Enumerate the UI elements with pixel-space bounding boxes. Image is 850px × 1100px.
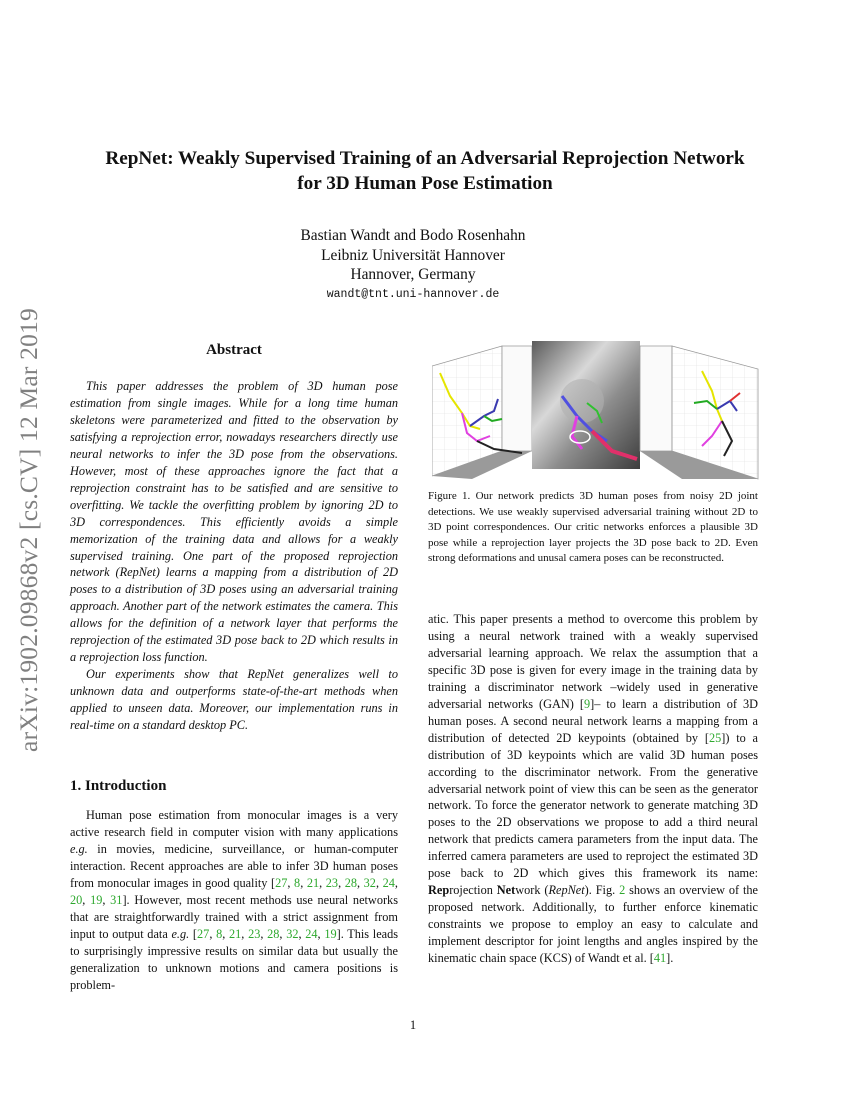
citation-link[interactable]: 28 <box>344 875 358 890</box>
citation-link[interactable]: 24 <box>382 875 395 890</box>
citation-link[interactable]: 8 <box>216 926 223 941</box>
location: Hannover, Germany <box>350 266 476 283</box>
input-photo <box>532 341 640 469</box>
citation-link[interactable]: 23 <box>248 926 261 941</box>
citation-link[interactable]: 27 <box>197 926 210 941</box>
citation-list: 27, 8, 21, 23, 28, 32, 24, 20, 19, 31 <box>70 875 398 907</box>
citation-link[interactable]: 8 <box>294 875 301 890</box>
citation-list: 27, 8, 21, 23, 28, 32, 24, 19 <box>197 926 337 941</box>
figure-link[interactable]: 2 <box>619 883 626 898</box>
affiliation: Leibniz Universität Hannover <box>321 247 505 264</box>
citation-link[interactable]: 27 <box>275 875 288 890</box>
section-heading-introduction: 1. Introduction <box>70 778 167 794</box>
citation-link[interactable]: 31 <box>110 892 123 907</box>
citation-link[interactable]: 24 <box>305 926 318 941</box>
email: wandt@tnt.uni-hannover.de <box>326 288 500 301</box>
citation-link[interactable]: 25 <box>708 730 722 745</box>
abstract-paragraph: This paper addresses the problem of 3D human pose estimation from single images. While for a long time human skeletons were parameterized and fitted to the observation by satisfying a reprojection error, nowadays researchers directly use neural networks to infer the 3D pose from the observations. However, most of these approaches ignore the fact that a reprojection constraint has to be satisfied and are sensitive to overfitting. We tackle the overfitting problem by ignoring 2D to 3D correspondences. This efficiently avoids a simple memorization of the training data and allows for a weakly supervised training. One part of the proposed reprojection network (RepNet) learns a mapping from a distribution of 2D poses to a distribution of 3D poses using an adversarial training approach. Another part of the network estimates the camera. This allows for the definition of a network layer that performs the reprojection of the estimated 3D pose back to 2D which results in a reprojection loss function. <box>70 379 398 665</box>
citation-link[interactable]: 23 <box>325 875 339 890</box>
left-3d-plot <box>432 346 532 479</box>
citation-link[interactable]: 19 <box>324 926 337 941</box>
citation-link[interactable]: 21 <box>229 926 242 941</box>
figure-1 <box>432 341 762 487</box>
page-number: 1 <box>409 1018 417 1032</box>
right-3d-plot <box>640 346 758 479</box>
citation-link[interactable]: 41 <box>653 951 667 966</box>
abstract-heading: Abstract <box>206 342 262 358</box>
figure-caption: Figure 1. Our network predicts 3D human poses from noisy 2D joint detections. We use weakly supervised adversarial training without 2D to 3D point correspondences. Our critic networks enforces a plausible 3D pose while a reprojection layer projects the 3D pose back to 2D. Even strong deformations and unusal camera poses can be reconstructed. <box>428 490 758 564</box>
citation-link[interactable]: 32 <box>286 926 299 941</box>
introduction-text-continued: atic. This paper presents a method to overcome this problem by using a neural network trained with a weakly supervised adversarial learning approach. We relax the assumption that a specific 3D pose is given for every image in the training data by training a discriminator network –widely used in generative adversarial networks (GAN) [9]– to learn a distribution of 3D human poses. A second neural network learns a mapping from a distribution of detected 2D keypoints (obtained by [25]) to a distribution of 3D keypoints which are valid 3D human poses according to the discriminator network. From the generative adversarial network point of view this can be seen as the generator network. To force the generator network to generate matching 3D poses to the 2D observations we propose to add a third neural network that predicts camera parameters from the input data. The inferred camera parameters are used to reproject the estimated 3D pose back to 2D which gives this framework its name: Reprojection Network (RepNet). Fig. 2 shows an overview of the proposed network. Additionally, to further enforce kinematic constraints we propose to employ an easy to calculate and implement descriptor for joint lengths and angles inspired by the kinematic chain space (KCS) of Wandt et al. [41]. <box>428 612 758 966</box>
citation-link[interactable]: 9 <box>583 696 591 711</box>
citation-link[interactable]: 32 <box>363 875 376 890</box>
citation-link[interactable]: 19 <box>90 892 103 907</box>
citation-link[interactable]: 28 <box>267 926 280 941</box>
abstract-text <box>70 378 398 734</box>
introduction-text: Human pose estimation from monocular images is a very active research field in computer vision with many applications e.g. in movies, medicine, surveillance, or human-computer interaction. Recent approaches are able to infer 3D human poses from monocular images in good quality [27, 8, 21, 23, 28, 32, 24, 20, 19, 31]. However, most recent methods use neural networks that are straightforwardly trained with a strict assignment from input to output data e.g. [27, 8, 21, 23, 28, 32, 24, 19]. This leads to surprisingly impressive results on similar data but usually the generalization to unknown motions and camera positions is problem- <box>70 808 399 992</box>
citation-link[interactable]: 20 <box>70 892 83 907</box>
arxiv-stamp: arXiv:1902.09868v2 [cs.CV] 12 Mar 2019 <box>14 308 43 752</box>
abstract-paragraph: Our experiments show that RepNet generalizes well to unknown data and outperforms state-of-the-art methods when applied to unseen data. Moreover, our implementation runs in real-time on a standard desktop PC. <box>70 667 398 733</box>
paper-title: RepNet: Weakly Supervised Training of an Adversarial Reprojection Network for 3D Human Pose Estimation <box>105 148 745 194</box>
authors: Bastian Wandt and Bodo Rosenhahn <box>300 227 526 244</box>
citation-link[interactable]: 21 <box>306 875 320 890</box>
